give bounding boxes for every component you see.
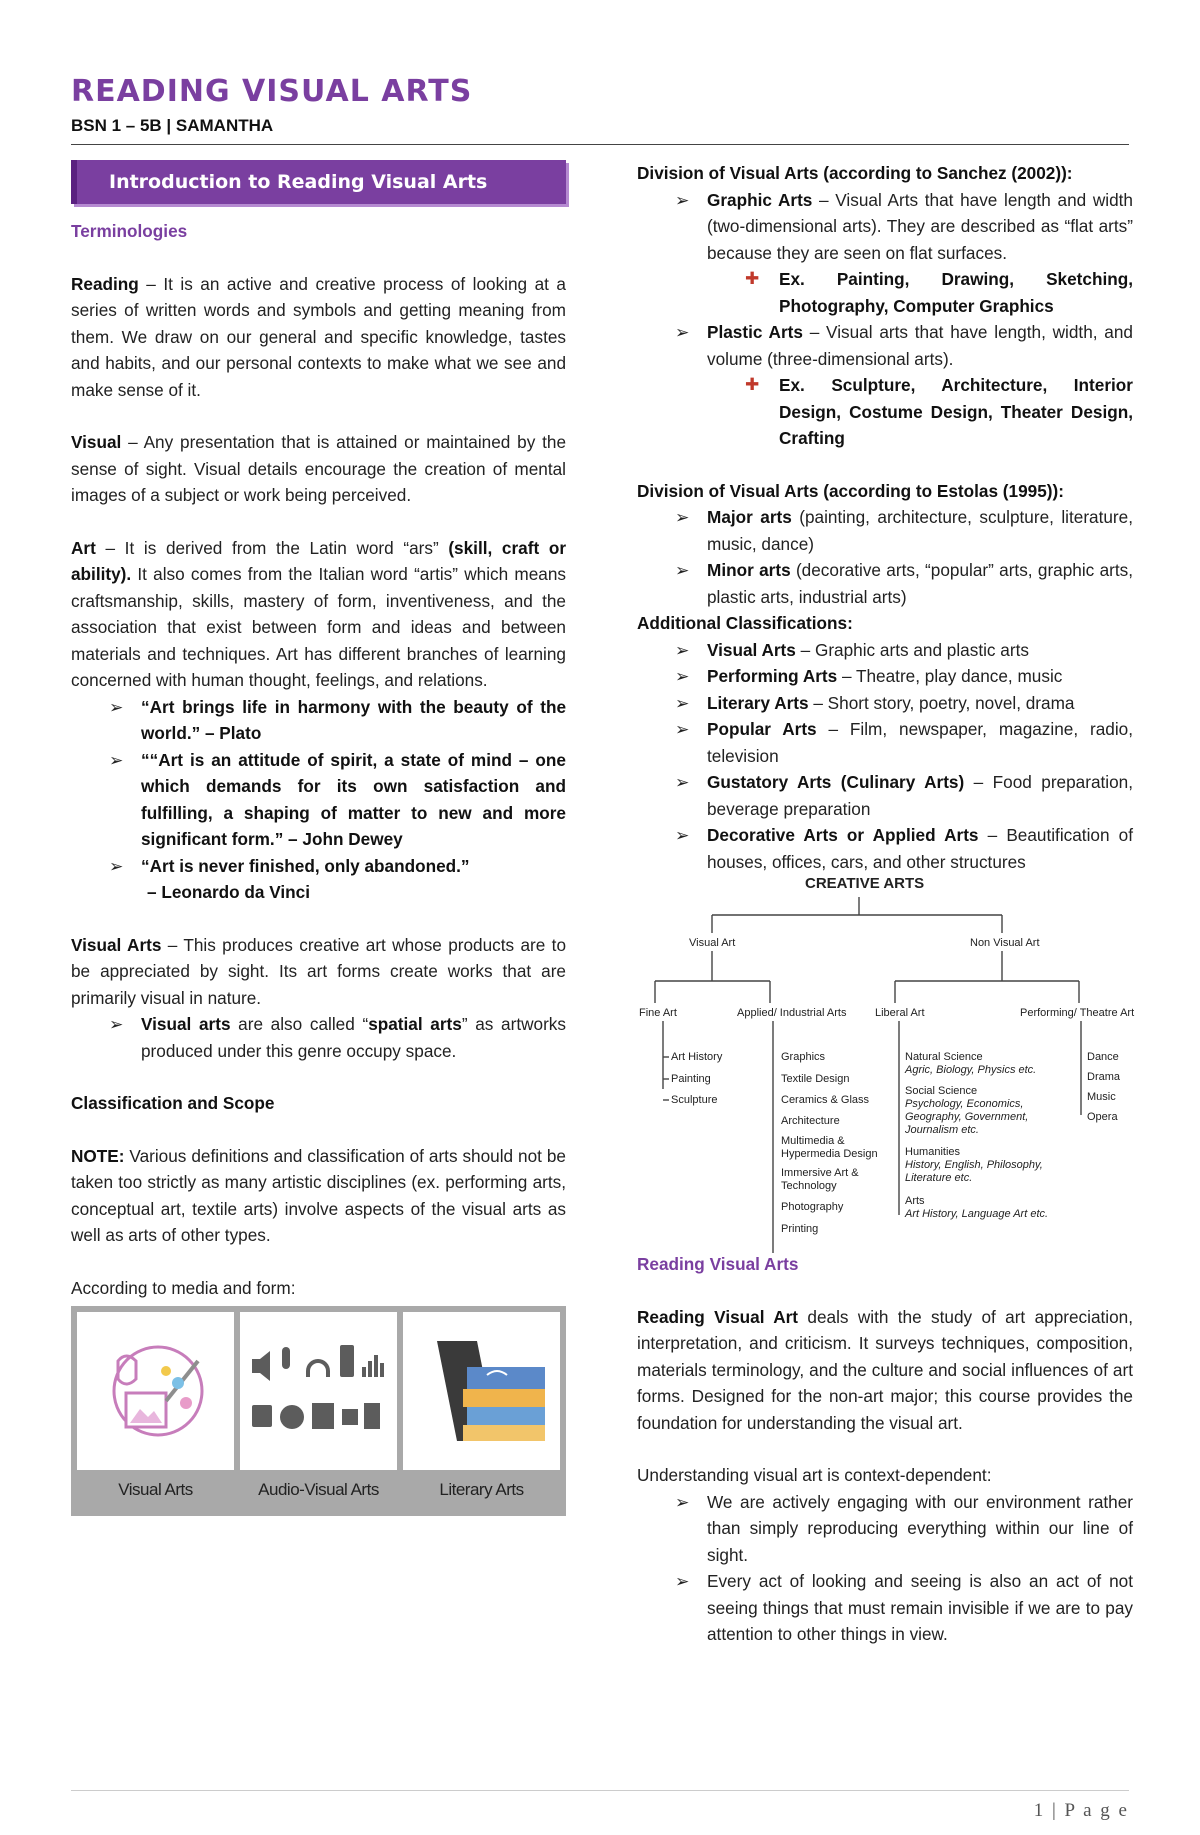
list-item: Graphics [781, 1051, 826, 1063]
audio-visual-icon [244, 1331, 394, 1451]
art-term: Art [71, 537, 96, 558]
list-item: ➢ Graphic Arts – Visual Arts that have length and width (two-dimensional arts). They are described as “flat arts” because they are seen on flat surfaces. [707, 187, 1133, 267]
creative-arts-diagram [637, 875, 1133, 1255]
list-item: ➢ Visual arts are also called “spatial arts” as artworks produced under this genre occupy space. [141, 1011, 566, 1064]
visual-term: Visual [71, 432, 122, 452]
list-item: ➢ Literary Arts – Short story, poetry, novel, drama [707, 690, 1133, 717]
sanchez-list [637, 187, 1133, 267]
list-item: Art History, Language Art etc. [905, 1208, 1049, 1220]
sanchez-list-2 [637, 319, 1133, 372]
visual-definition: Visual – Any presentation that is attained or maintained by the sense of sight. Visual details encourage the creation of mental images of a subject or work being perceived. [71, 432, 566, 505]
list-item: Agric, Biology, Physics etc. [905, 1064, 1037, 1076]
list-item: ➢ We are actively engaging with our environment rather than simply reproducing everything within our line of sight. [707, 1489, 1133, 1569]
list-item: Technology [781, 1180, 837, 1192]
tree-node-fine-art: Fine Art [639, 1007, 677, 1019]
tree-node-visual-art: Visual Art [689, 937, 736, 949]
media-tile-literary [403, 1312, 560, 1510]
tree-node-applied-art: Applied/ Industrial Arts [737, 1007, 847, 1019]
list-item: Dance [1087, 1051, 1119, 1063]
graphic-examples [637, 266, 1133, 319]
list-item: Painting [671, 1073, 711, 1085]
spatial-arts-list [71, 1011, 566, 1064]
media-caption: Audio-Visual Arts [258, 1480, 379, 1499]
sanchez-heading: Division of Visual Arts (according to Sanchez (2002)): [637, 163, 1073, 183]
list-item: Drama [1087, 1071, 1121, 1083]
tree-node-liberal-art: Liberal Art [875, 1007, 925, 1019]
art-quotes-list [71, 694, 566, 906]
list-item: ➢ Every act of looking and seeing is also an act of not seeing things that must remain invisible if we are to pay attention to other things in view. [707, 1568, 1133, 1648]
tree-root: CREATIVE ARTS [805, 875, 925, 892]
classification-heading: Classification and Scope [71, 1093, 275, 1113]
list-item: Geography, Government, [905, 1111, 1029, 1123]
books-icon [407, 1331, 557, 1451]
rva-term: Reading Visual Art [637, 1306, 799, 1327]
visual-arts-term: Visual Arts [71, 934, 162, 955]
reading-term: Reading [71, 273, 139, 294]
list-item: Hypermedia Design [781, 1148, 878, 1160]
terminologies-heading: Terminologies [71, 221, 188, 241]
tree-node-non-visual-art: Non Visual Art [970, 937, 1040, 949]
palette-icon [96, 1331, 216, 1451]
footer-divider [71, 1790, 1129, 1791]
list-item: ➢ Performing Arts – Theatre, play dance, music [707, 663, 1133, 690]
list-item: Journalism etc. [905, 1124, 979, 1136]
right-column [637, 160, 1133, 1648]
list-item: ➢ “Art brings life in harmony with the beauty of the world.” – Plato [141, 694, 566, 747]
list-item: Social Science [905, 1085, 978, 1097]
note-paragraph: NOTE: Various definitions and classification of arts should not be taken too strictly as many artistic disciplines (ex. performing arts, conceptual art, textile arts) involve aspects of the visual arts as well as arts of other types. [71, 1145, 566, 1245]
list-item: Arts [905, 1195, 925, 1207]
document-title: READING VISUAL ARTS [71, 74, 473, 109]
list-item: History, English, Philosophy, [905, 1159, 1043, 1171]
list-item: ➢ Visual Arts – Graphic arts and plastic arts [707, 637, 1133, 664]
list-item: Immersive Art & [781, 1167, 859, 1179]
list-item: ✚ Ex. Painting, Drawing, Sketching, Photography, Computer Graphics [779, 266, 1133, 319]
reading-visual-arts-heading: Reading Visual Arts [637, 1254, 799, 1274]
list-item: ➢ Plastic Arts – Visual arts that have length, width, and volume (three-dimensional arts). [707, 319, 1133, 372]
list-item: Art History [671, 1051, 723, 1063]
additional-list [637, 637, 1133, 876]
list-item: Natural Science [905, 1051, 983, 1063]
context-intro: Understanding visual art is context-dependent: [637, 1465, 992, 1485]
document-subtitle: BSN 1 – 5B | SAMANTHA [71, 116, 274, 135]
art-definition: Art – It is derived from the Latin word “ars” (skill, craft or ability). It also comes from the Italian word “artis” which means craftsmanship, skills, mastery of form, inventiveness, and the association that exist between form and ideas and between materials and techniques. Art has different branches of learning concerned with human thought, feelings, and relations. [71, 537, 567, 690]
list-item: Opera [1087, 1111, 1118, 1123]
media-caption: Visual Arts [118, 1480, 193, 1499]
list-item: Architecture [781, 1115, 840, 1127]
list-item: Multimedia & [781, 1135, 845, 1147]
tree-node-performing-art: Performing/ Theatre Art [1020, 1007, 1135, 1019]
list-item: ➢ Major arts (painting, architecture, sculpture, literature, music, dance) [707, 504, 1133, 557]
list-item: Photography [781, 1201, 844, 1213]
tree-connectors [637, 875, 1133, 1255]
context-list [637, 1489, 1133, 1648]
list-item: Ceramics & Glass [781, 1094, 870, 1106]
media-intro: According to media and form: [71, 1277, 296, 1298]
reading-visual-art-paragraph: Reading Visual Art deals with the study of art appreciation, interpretation, and criticism. It surveys techniques, composition, materials terminology, and the culture and social influences of art forms. Designed for the non-art major; this course provides the foundation for understanding the visual art. [637, 1306, 1133, 1433]
list-item: ➢ “Art is never finished, only abandoned.” – Leonardo da Vinci [141, 853, 566, 906]
plastic-examples [637, 372, 1133, 452]
section-banner: Introduction to Reading Visual Arts [71, 160, 566, 204]
list-item: ➢ ““Art is an attitude of spirit, a state of mind – one which demands for its own satisfaction and fulfilling, a shaping of matter to new and more significant form.” – John Dewey [141, 747, 566, 853]
list-item: Printing [781, 1223, 819, 1235]
note-label: NOTE: [71, 1145, 125, 1166]
media-tile-visual [77, 1312, 234, 1510]
left-column [71, 160, 566, 1516]
list-item: ➢ Gustatory Arts (Culinary Arts) – Food preparation, beverage preparation [707, 769, 1133, 822]
list-item: Humanities [905, 1146, 961, 1158]
list-item: Textile Design [781, 1073, 850, 1085]
list-item: ✚ Ex. Sculpture, Architecture, Interior Design, Costume Design, Theater Design, Crafting [779, 372, 1133, 452]
media-form-image [71, 1306, 566, 1516]
list-item: Literature etc. [905, 1172, 973, 1184]
visual-arts-definition: Visual Arts – This produces creative art whose products are to be appreciated by sight. Its art forms create works that are primarily visual in nature. [71, 934, 567, 1008]
list-item: ➢ Minor arts (decorative arts, “popular” arts, graphic arts, plastic arts, industrial arts) [707, 557, 1133, 610]
media-tile-audio-visual [240, 1312, 397, 1510]
list-item: Psychology, Economics, [905, 1098, 1024, 1110]
media-caption: Literary Arts [439, 1480, 524, 1499]
list-item: Music [1087, 1091, 1116, 1103]
list-item: ➢ Popular Arts – Film, newspaper, magazine, radio, television [707, 716, 1133, 769]
list-item: ➢ Decorative Arts or Applied Arts – Beautification of houses, offices, cars, and other structures [707, 822, 1133, 875]
reading-definition: Reading – It is an active and creative process of looking at a series of written words and symbols and getting meaning from them. We draw on our general and specific knowledge, tastes and habits, and our personal contexts to make what we see and make sense of it. [71, 273, 566, 400]
header-divider [71, 144, 1129, 145]
estolas-list [637, 504, 1133, 610]
estolas-heading: Division of Visual Arts (according to Estolas (1995)): [637, 480, 1064, 501]
list-item: Sculpture [671, 1094, 718, 1106]
additional-heading: Additional Classifications: [637, 613, 853, 633]
page-number: 1 | P a g e [1033, 1800, 1129, 1821]
